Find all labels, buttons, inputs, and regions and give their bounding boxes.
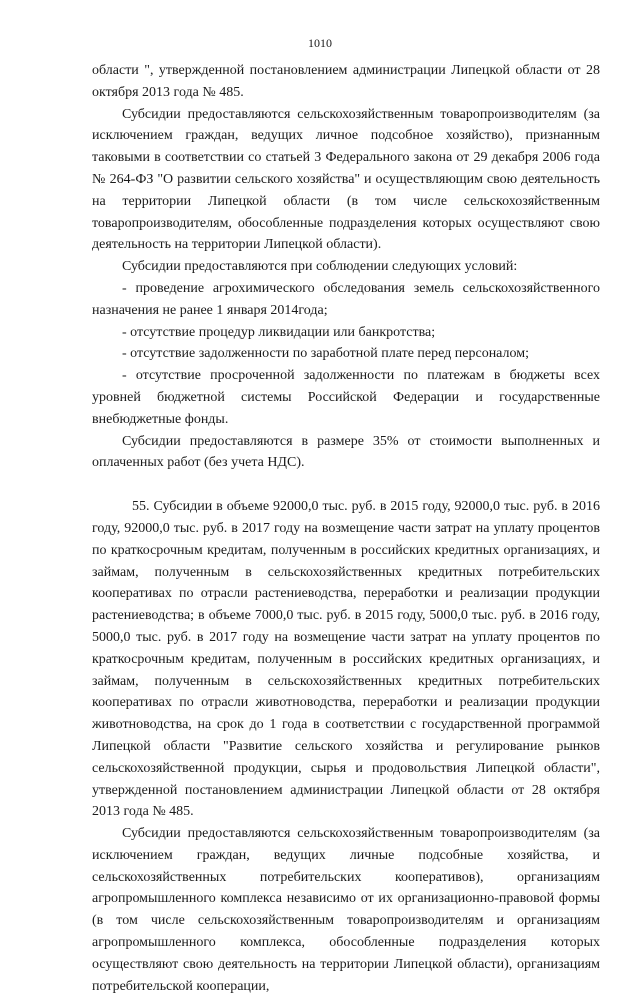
section-gap: [92, 474, 600, 496]
paragraph-subsidy-recipients: Субсидии предоставляются сельскохозяйственным товаропроизводителям (за исключением граждан, ведущих личное подсобное хозяйство), признанным таковыми в соответствии со статьей 3 Федерального закона от 29 декабря 2006 года № 264-ФЗ "О развитии сельского хозяйства" и осуществляющим свою деятельность на территории Липецкой области (в том числе сельскохозяйственным товаропроизводителям, обособленные подразделения которых осуществляют свою деятельность на территории Липецкой области).: [92, 106, 600, 253]
condition-item: - проведение агрохимического обследования земель сельскохозяйственного назначения не ранее 1 января 2014года;: [92, 280, 600, 318]
condition-item: - отсутствие просроченной задолженности по платежам в бюджеты всех уровней бюджетной системы Российской Федерации и государственные внебюджетные фонды.: [92, 368, 600, 427]
condition-item: - отсутствие задолженности по заработной плате перед персоналом;: [122, 346, 529, 362]
paragraph-conditions-intro: Субсидии предоставляются при соблюдении следующих условий:: [122, 259, 518, 275]
paragraph-continuation: области ", утвержденной постановлением администрации Липецкой области от 28 октября 2013 года № 485.: [92, 63, 600, 100]
paragraph-subsidy-amount: Субсидии предоставляются в размере 35% от стоимости выполненных и оплаченных работ (без учета НДС).: [92, 433, 600, 471]
document-body: [92, 60, 600, 997]
paragraph-item-55: 55. Субсидии в объеме 92000,0 тыс. руб. в 2015 году, 92000,0 тыс. руб. в 2016 году, 92000,0 тыс. руб. в 2017 году на возмещение части затрат на уплату процентов по краткосрочным кредитам, полученным в российских кредитных организациях, и займам, полученным в сельскохозяйственных кредитных потребительских кооперативах по отрасли растениеводства, переработки и реализации продукции растениеводства; в объеме 7000,0 тыс. руб. в 2015 году, 5000,0 тыс. руб. в 2016 году, 5000,0 тыс. руб. в 2017 году на возмещение части затрат на уплату процентов по краткосрочным кредитам, полученным в российских кредитных организациях, и займам, полученным в сельскохозяйственных кредитных потребительских кооперативах по отрасли животноводства, переработки и реализации продукции животноводства, на срок до 1 года в соответствии с государственной программой Липецкой области "Развитие сельского хозяйства и регулирование рынков сельскохозяйственной продукции, сырья и продовольствия Липецкой области", утвержденной постановлением администрации Липецкой области от 28 октября 2013 года № 485.: [92, 499, 600, 820]
paragraph-subsidy-recipients-55: Субсидии предоставляются сельскохозяйственным товаропроизводителям (за исключением граждан, ведущих личные подсобные хозяйства, и сельскохозяйственных потребительских кооперативов), организациям агропромышленного комплекса независимо от их организационно-правовой формы (в том числе сельскохозяйственным товаропроизводителям и организациям агропромышленного комплекса, обособленные подразделения которых осуществляют свою деятельность на территории Липецкой области), организациям потребительской кооперации,: [92, 826, 600, 994]
condition-item: - отсутствие процедур ликвидации или банкротства;: [122, 324, 436, 340]
page-number: 1010: [308, 36, 332, 50]
